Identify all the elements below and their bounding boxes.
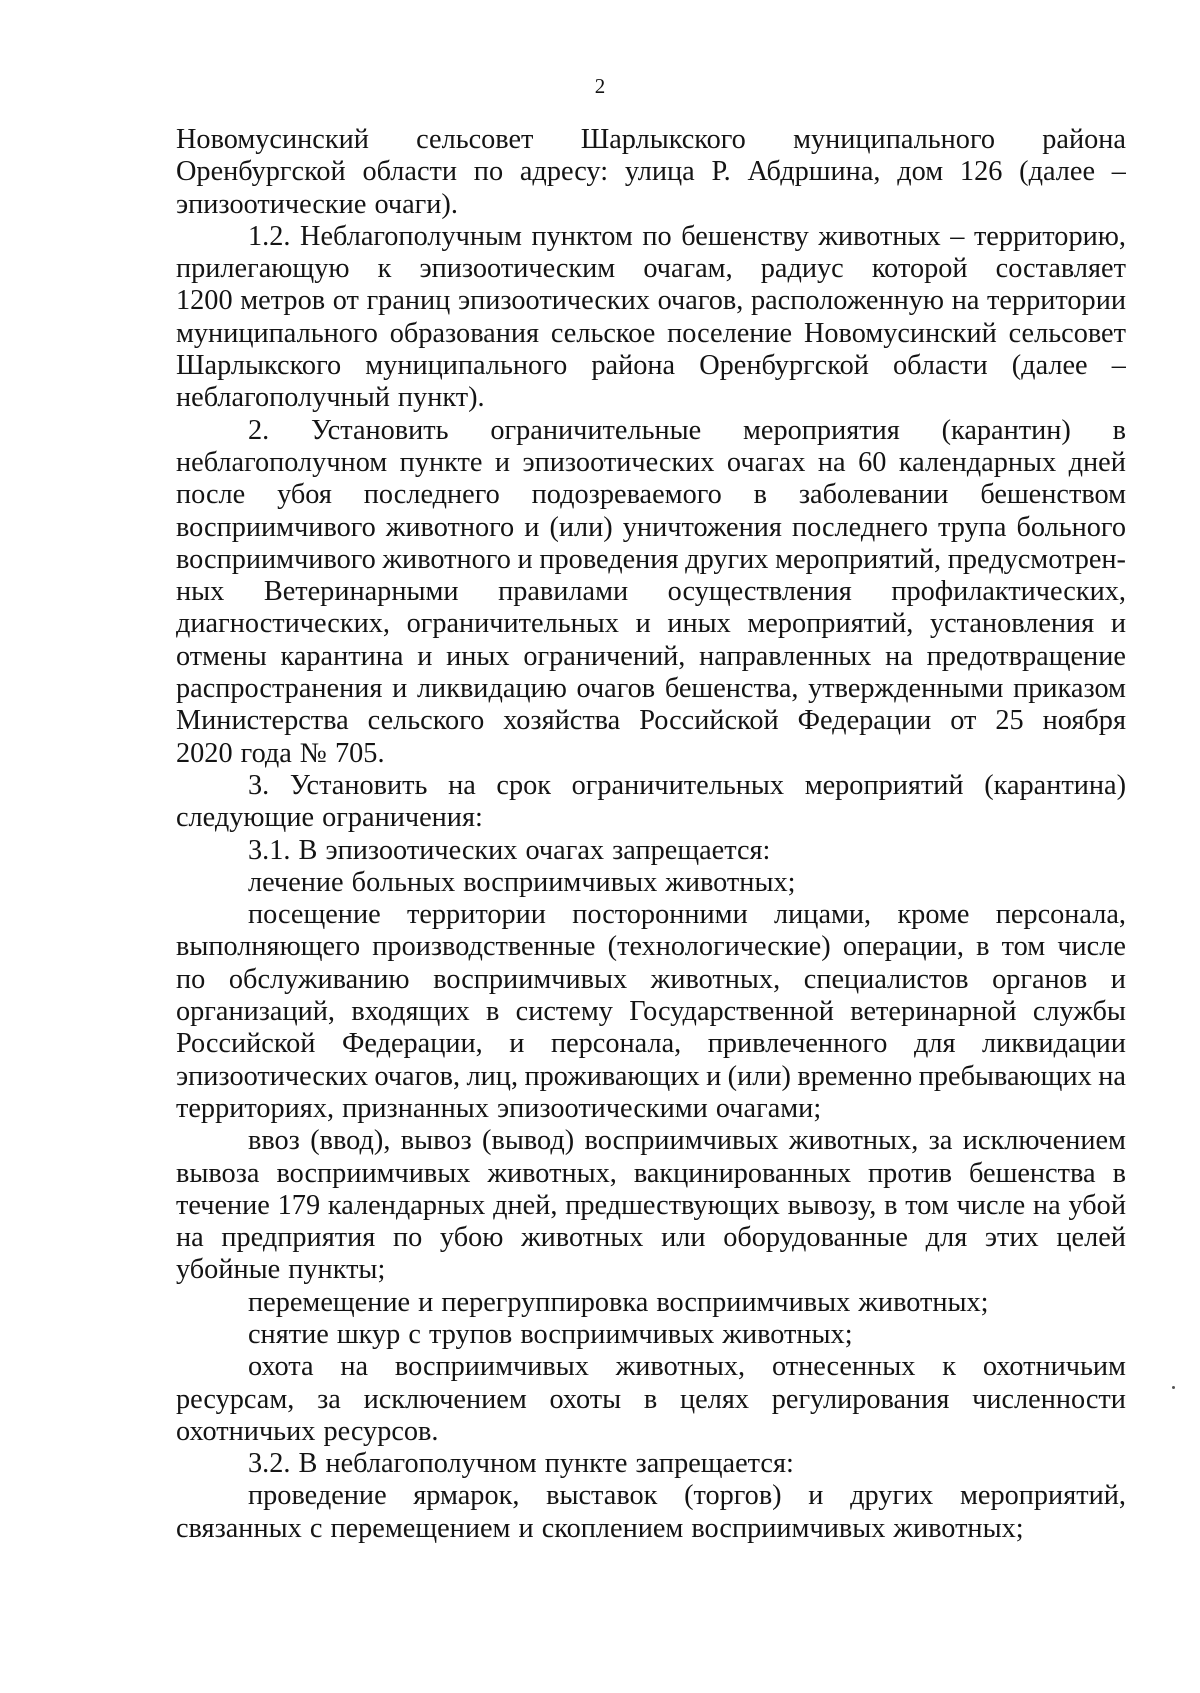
word: муниципального: [793, 124, 996, 155]
word: организаций,: [176, 996, 335, 1028]
word: по: [642, 220, 672, 252]
word: вакцинированных: [633, 1157, 852, 1189]
word: в: [753, 479, 768, 511]
word: муниципального: [365, 350, 568, 382]
word: сельского: [367, 705, 485, 737]
word: (далее: [1011, 350, 1088, 382]
word: дом: [897, 156, 944, 188]
word: последнего: [363, 479, 500, 511]
word: после: [176, 479, 246, 511]
word: предусмотрен-: [947, 543, 1126, 575]
word: производственные: [372, 931, 596, 963]
word: и: [509, 1028, 525, 1060]
word: (торгов): [684, 1480, 782, 1512]
word: Оренбургской: [176, 156, 346, 188]
word: мероприятий: [804, 769, 964, 801]
text-line: [176, 156, 1126, 188]
text-line: [176, 512, 1126, 544]
word: распространения: [176, 673, 383, 705]
word: ноября: [1042, 705, 1126, 737]
text-line: следующие ограничения:: [176, 802, 483, 834]
page-number: 2: [594, 74, 606, 98]
word: заболевании: [798, 479, 949, 511]
word: мероприятий,: [960, 1480, 1126, 1512]
word: за: [928, 1125, 953, 1157]
text-line: [176, 1125, 1126, 1157]
word: предприятия: [221, 1222, 376, 1254]
word: сельсовет: [416, 124, 534, 155]
word: неблагополучном: [176, 446, 388, 478]
word: Шарлыкского: [580, 124, 746, 155]
text-line: убойные пункты;: [176, 1254, 386, 1286]
word: и: [524, 511, 540, 543]
word: района: [591, 350, 676, 382]
word: Неблагополучным: [300, 220, 522, 252]
word: на: [885, 640, 913, 672]
word: за: [317, 1383, 341, 1415]
word: хозяйства: [503, 705, 621, 737]
scan-speck: [1172, 1386, 1175, 1389]
word: вывозу,: [787, 1189, 877, 1221]
document-body: [176, 124, 1126, 1545]
word: специалистов: [803, 963, 969, 995]
word: календарных: [327, 1189, 486, 1221]
word: выставок: [546, 1480, 658, 1512]
word: систему: [515, 996, 613, 1028]
word: сельсовет: [1008, 317, 1126, 349]
word: по: [473, 156, 504, 188]
word: от: [950, 705, 977, 737]
word: мероприятия: [743, 414, 900, 446]
word: ввоз: [248, 1125, 300, 1157]
word: (или): [727, 1060, 791, 1092]
word: животных,: [487, 1157, 617, 1189]
word: метров: [240, 285, 326, 317]
word: вывоза: [176, 1157, 260, 1189]
word: числе: [1057, 931, 1126, 963]
word: очагов,: [374, 1060, 461, 1092]
word: осуществления: [667, 576, 852, 608]
word: Государственной: [629, 996, 834, 1028]
text-line: [176, 124, 1126, 156]
word: календарных: [898, 446, 1057, 478]
word: и: [517, 543, 533, 575]
word: мероприятий,: [775, 543, 942, 575]
word: и: [706, 1060, 722, 1092]
word: ветеринарной: [850, 996, 1017, 1028]
word: в: [643, 1383, 658, 1415]
word: исключением: [363, 1383, 527, 1415]
word: утвержденными: [808, 673, 1004, 705]
word: ограничительных: [571, 769, 785, 801]
word: Российской: [639, 705, 779, 737]
word: привлеченного: [707, 1028, 888, 1060]
word: и: [635, 608, 651, 640]
word: Новомусинский: [176, 124, 369, 155]
word: (ввод),: [310, 1125, 391, 1157]
word: очагов: [576, 673, 656, 705]
word: сельское: [550, 317, 656, 349]
word: обслуживанию: [228, 963, 410, 995]
word: территории: [987, 285, 1126, 317]
word: границ: [366, 285, 451, 317]
word: Новомусинский: [803, 317, 997, 349]
word: ликвидацию: [416, 673, 567, 705]
word: восприимчивых: [394, 1351, 589, 1383]
word: входящих: [351, 996, 470, 1028]
text-line: территориях, признанных эпизоотическими очагами;: [176, 1092, 822, 1124]
word: профилактических,: [891, 576, 1126, 608]
word: Установить: [289, 769, 428, 801]
word: посторонними: [572, 899, 748, 931]
word: срок: [496, 769, 552, 801]
word: эпизоотических: [176, 1060, 368, 1092]
word: района: [1042, 124, 1126, 155]
word: восприимчивого: [176, 511, 376, 543]
word: в: [1112, 1157, 1126, 1189]
word: животных: [818, 220, 941, 252]
text-line: перемещение и перегруппировка восприимчивых животных;: [248, 1286, 989, 1318]
word: больного: [1016, 511, 1126, 543]
word: проживающих: [524, 1060, 700, 1092]
word: течение: [176, 1189, 270, 1221]
word: для: [913, 1028, 956, 1060]
text-line: лечение больных восприимчивых животных;: [248, 866, 796, 898]
text-line: [176, 899, 1126, 931]
word: Министерства: [176, 705, 349, 737]
word: направленных: [699, 640, 872, 672]
word: радиус: [760, 253, 844, 285]
word: и: [1110, 963, 1126, 995]
word: персонала,: [550, 1028, 682, 1060]
word: убой: [1068, 1189, 1126, 1221]
word: 126: [959, 156, 1003, 188]
word: –: [1111, 156, 1126, 188]
word: вывоз: [400, 1125, 472, 1157]
text-line: [176, 1158, 1126, 1190]
word: трупа: [938, 511, 1007, 543]
word: эпизоотическим: [419, 253, 616, 285]
text-line: [176, 350, 1126, 382]
word: охоты: [549, 1383, 622, 1415]
word: лицами,: [774, 899, 872, 931]
word: составляет: [995, 253, 1126, 285]
word: Российской: [176, 1028, 316, 1060]
word: Установить: [311, 414, 449, 446]
word: очагам,: [643, 253, 733, 285]
word: убою: [439, 1222, 504, 1254]
word: других: [685, 543, 769, 575]
word: Федерации,: [342, 1028, 483, 1060]
word: и: [808, 1480, 824, 1512]
text-line: 3.2. В неблагополучном пункте запрещается:: [248, 1448, 794, 1480]
word: (или): [549, 511, 613, 543]
text-line: [176, 705, 1126, 737]
word: и: [494, 446, 511, 478]
text-line: [176, 253, 1126, 285]
word: расположенную: [750, 285, 945, 317]
word: пребывающих: [918, 1060, 1092, 1092]
word: бешенству: [681, 220, 809, 252]
word: бешенства: [968, 1157, 1096, 1189]
word: животного: [385, 511, 515, 543]
word: дней,: [493, 1189, 558, 1221]
text-line: 3.1. В эпизоотических очагах запрещается:: [248, 834, 771, 866]
word: посещение: [248, 899, 381, 931]
text-line: [176, 221, 1126, 253]
word: регулирования: [771, 1383, 950, 1415]
word: на: [448, 769, 476, 801]
text-line: [176, 1061, 1126, 1093]
text-line: 2020 года № 705.: [176, 737, 385, 769]
word: охотничьим: [982, 1351, 1126, 1383]
text-line: [176, 544, 1126, 576]
word: 1.2.: [248, 220, 291, 252]
word: (вывод): [482, 1125, 575, 1157]
word: в: [485, 996, 500, 1028]
word: и: [1110, 608, 1126, 640]
word: по: [392, 1222, 423, 1254]
text-line: неблагополучный пункт).: [176, 382, 485, 414]
word: том: [1001, 931, 1046, 963]
word: для: [925, 1222, 968, 1254]
word: в: [976, 931, 990, 963]
word: проведение: [248, 1480, 387, 1512]
word: и: [392, 673, 408, 705]
word: иных: [446, 640, 510, 672]
text-line: [176, 964, 1126, 996]
word: (карантина): [984, 769, 1126, 801]
word: –: [1111, 350, 1126, 382]
word: иных: [667, 608, 731, 640]
text-line: [176, 479, 1126, 511]
word: очагов,: [657, 285, 744, 317]
word: Федерации: [797, 705, 932, 737]
word: отмены: [176, 640, 267, 672]
word: ограничительные: [490, 414, 702, 446]
word: Ветеринарными: [263, 576, 459, 608]
word: адресу:: [519, 156, 609, 188]
word: восприимчивых: [433, 963, 628, 995]
word: животного: [382, 543, 511, 575]
word: последнего: [791, 511, 928, 543]
text-line: [176, 1028, 1126, 1060]
word: ных: [176, 576, 225, 608]
word: охота: [248, 1351, 314, 1383]
word: лиц,: [466, 1060, 519, 1092]
text-line: [176, 996, 1126, 1028]
word: численности: [972, 1383, 1126, 1415]
word: улица: [624, 156, 695, 188]
word: оборудованные: [723, 1222, 908, 1254]
word: прилегающую: [176, 253, 350, 285]
text-line: [176, 673, 1126, 705]
word: дней: [1068, 446, 1126, 478]
word: Абдршина,: [747, 156, 881, 188]
word: в: [1112, 414, 1126, 446]
word: поселение: [667, 317, 793, 349]
word: животных,: [650, 963, 781, 995]
word: предотвращение: [926, 640, 1126, 672]
word: к: [377, 253, 392, 285]
word: подозреваемого: [531, 479, 722, 511]
word: персонала,: [995, 899, 1126, 931]
text-line: [176, 285, 1126, 317]
word: и: [417, 640, 433, 672]
text-line: [176, 1190, 1126, 1222]
word: территорию,: [973, 220, 1126, 252]
word: предшествующих: [565, 1189, 780, 1221]
word: 1200: [176, 285, 233, 317]
word: правилами: [498, 576, 629, 608]
word: 60: [858, 446, 887, 478]
word: которой: [871, 253, 968, 285]
word: муниципального: [176, 317, 378, 349]
word: бешенством: [980, 479, 1126, 511]
word: области: [893, 350, 988, 382]
word: животных: [521, 1222, 644, 1254]
text-line: эпизоотические очаги).: [176, 188, 458, 220]
word: Р.: [711, 156, 731, 188]
word: животных,: [788, 1125, 919, 1157]
word: карантина: [280, 640, 404, 672]
text-line: охотничьих ресурсов.: [176, 1415, 439, 1447]
word: органов: [992, 963, 1088, 995]
word: (технологические): [607, 931, 831, 963]
text-line: [176, 608, 1126, 640]
word: пунктом: [531, 220, 633, 252]
word: на: [817, 446, 846, 478]
word: на: [176, 1222, 204, 1254]
word: восприимчивых: [276, 1157, 471, 1189]
word: целей: [1056, 1222, 1126, 1254]
word: эпизоотических: [457, 285, 650, 317]
word: проведения: [539, 543, 679, 575]
word: операции,: [842, 931, 964, 963]
word: мероприятий,: [747, 608, 914, 640]
word: отнесенных: [771, 1351, 916, 1383]
word: этих: [984, 1222, 1039, 1254]
word: области: [362, 156, 458, 188]
text-line: [176, 1384, 1126, 1416]
word: 3.: [248, 769, 270, 801]
word: на: [1098, 1060, 1126, 1092]
word: на: [951, 285, 980, 317]
word: выполняющего: [176, 931, 361, 963]
word: –: [950, 220, 965, 252]
word: 2.: [248, 414, 270, 446]
text-line: [176, 447, 1126, 479]
text-line: [176, 1351, 1126, 1383]
text-line: [176, 318, 1126, 350]
word: территории: [406, 899, 546, 931]
text-line: [176, 770, 1126, 802]
text-line: [176, 415, 1126, 447]
word: эпизоотических: [522, 446, 715, 478]
word: восприимчивых: [584, 1125, 779, 1157]
word: к: [942, 1351, 956, 1383]
word: (далее: [1019, 156, 1096, 188]
text-line: [176, 931, 1126, 963]
word: образования: [389, 317, 540, 349]
word: других: [850, 1480, 934, 1512]
word: целях: [680, 1383, 749, 1415]
word: бешенства,: [664, 673, 799, 705]
word: от: [332, 285, 359, 317]
word: уничтожения: [622, 511, 782, 543]
word: или: [661, 1222, 706, 1254]
word: диагностических,: [176, 608, 390, 640]
text-line: [176, 1222, 1126, 1254]
word: 25: [995, 705, 1024, 737]
text-line: [176, 1480, 1126, 1512]
text-line: связанных с перемещением и скоплением восприимчивых животных;: [176, 1512, 1024, 1544]
word: установления: [929, 608, 1095, 640]
word: службы: [1032, 996, 1126, 1028]
word: приказом: [1013, 673, 1126, 705]
word: ограничений,: [523, 640, 686, 672]
word: 179: [277, 1189, 321, 1221]
word: том: [905, 1189, 949, 1221]
word: пункте: [399, 446, 483, 478]
word: (карантин): [941, 414, 1071, 446]
text-line: снятие шкур с трупов восприимчивых животных;: [248, 1318, 853, 1350]
word: очагах: [726, 446, 806, 478]
text-line: [176, 576, 1126, 608]
word: восприимчивого: [176, 543, 376, 575]
word: числе: [956, 1189, 1026, 1221]
word: на: [340, 1351, 369, 1383]
word: Оренбургской: [699, 350, 869, 382]
word: в: [884, 1189, 898, 1221]
text-line: [176, 641, 1126, 673]
word: животных,: [615, 1351, 746, 1383]
word: ярмарок,: [413, 1480, 520, 1512]
word: временно: [797, 1060, 913, 1092]
word: убоя: [277, 479, 332, 511]
word: ограничительных: [406, 608, 619, 640]
word: исключением: [962, 1125, 1126, 1157]
word: Шарлыкского: [176, 350, 342, 382]
word: ресурсам,: [176, 1383, 295, 1415]
word: против: [868, 1157, 952, 1189]
word: ликвидации: [982, 1028, 1126, 1060]
word: на: [1033, 1189, 1061, 1221]
word: по: [176, 963, 206, 995]
word: кроме: [897, 899, 970, 931]
